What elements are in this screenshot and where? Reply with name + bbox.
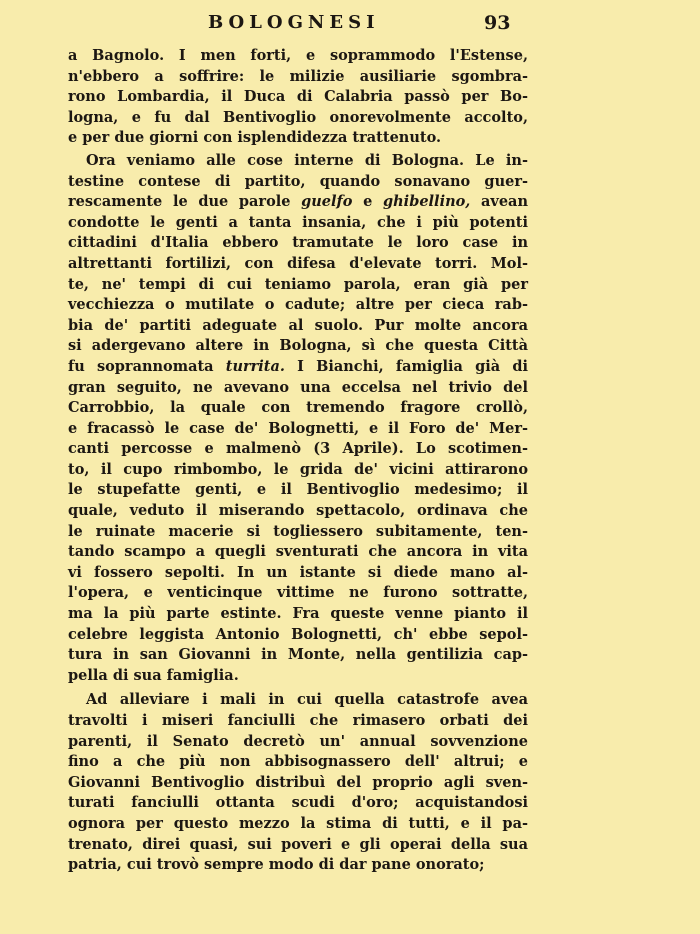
text-line: vecchiezza o mutilate o cadute; altre per cieca rab-	[68, 296, 528, 314]
text-line: testine contese di partito, quando sonavano guer-	[68, 172, 528, 190]
text-line: a Bagnolo. I men forti, e soprammodo l'Estense,	[68, 47, 528, 64]
italic-term: guelfo	[301, 193, 353, 211]
text-line: patria, cui trovò sempre modo di dar pane onorato;	[68, 856, 485, 874]
paragraph	[68, 151, 528, 686]
text-line: vi fossero sepolti. In un istante si diede mano al-	[68, 563, 528, 581]
text-line: pella di sua famiglia.	[68, 666, 239, 684]
text-line: cittadini d'Italia ebbero tramutate le loro case in	[68, 234, 528, 252]
text-line: gran seguito, ne avevano una eccelsa nel trivio del	[68, 378, 528, 396]
text-line: to, il cupo rimbombo, le grida de' vicini attirarono	[68, 460, 528, 478]
text-line: si adergevano altere in Bologna, sì che questa Città	[68, 337, 528, 355]
text-line: n'ebbero a soffrire: le milizie ausiliarie sgombra-	[68, 67, 528, 85]
text-line: te, ne' tempi di cui teniamo parola, eran già per	[68, 275, 528, 293]
text-line: tando scampo a quegli sventurati che ancora in vita	[68, 543, 528, 561]
text-line: altrettanti fortilizi, con difesa d'elevate torri. Mol-	[68, 254, 528, 272]
text-line: l'opera, e venticinque vittime ne furono sottratte,	[68, 584, 528, 602]
text-line: travolti i miseri fanciulli che rimasero orbati dei	[68, 712, 528, 729]
text-line: parenti, il Senato decretò un' annual sovvenzione	[68, 732, 528, 750]
text-line: rono Lombardia, il Duca di Calabria passò per Bo-	[68, 88, 528, 106]
text-line: Carrobbio, la quale con tremendo fragore crollò,	[68, 399, 528, 417]
text-segment: fu soprannomata	[68, 357, 226, 375]
text-segment: e	[352, 193, 383, 211]
body-text	[68, 46, 528, 876]
text-segment: I Bianchi, famiglia già di	[284, 357, 528, 375]
text-line: ognora per questo mezzo la stima di tutti, e il pa-	[68, 814, 528, 832]
italic-term: ghibellino,	[383, 193, 471, 211]
italic-term: turrita.	[225, 357, 285, 375]
text-line: tura in san Giovanni in Monte, nella gentilizia cap-	[68, 646, 528, 664]
running-title: BOLOGNESI	[208, 12, 380, 33]
text-line: e per due giorni con isplendidezza trattenuto.	[68, 129, 442, 147]
text-line: logna, e fu dal Bentivoglio onorevolmente accolto,	[68, 108, 528, 126]
page-number: 93	[484, 12, 511, 34]
text-line: ma la più parte estinte. Fra queste venne pianto il	[68, 605, 528, 623]
text-line: le stupefatte genti, e il Bentivoglio medesimo; il	[68, 481, 528, 499]
text-segment: rescamente le due parole	[68, 193, 302, 211]
text-line	[68, 192, 528, 213]
page-header	[0, 12, 700, 38]
text-line: canti percosse e malmenò (3 Aprile). Lo scotimen-	[68, 440, 528, 458]
text-line: bia de' partiti adeguate al suolo. Pur molte ancora	[68, 316, 528, 334]
text-line: Ora veniamo alle cose interne di Bologna. Le in-	[86, 151, 528, 169]
text-line: fino a che più non abbisognassero dell' altrui; e	[68, 753, 528, 771]
text-line: Ad alleviare i mali in cui quella catastrofe avea	[86, 691, 528, 709]
text-line: trenato, direi quasi, sui poveri e gli operai della sua	[68, 835, 528, 853]
text-line: turati fanciulli ottanta scudi d'oro; acquistandosi	[68, 794, 528, 812]
text-line: quale, veduto il miserando spettacolo, ordinava che	[68, 502, 528, 520]
text-line: e fracassò le case de' Bolognetti, e il Foro de' Mer-	[68, 419, 528, 437]
text-line: condotte le genti a tanta insania, che i più potenti	[68, 213, 528, 231]
text-segment: avean	[470, 193, 528, 211]
text-line: le ruinate macerie si togliessero subitamente, ten-	[68, 522, 528, 540]
paragraph	[68, 690, 528, 875]
text-line	[68, 357, 528, 378]
text-line: Giovanni Bentivoglio distribuì del proprio agli sven-	[68, 773, 528, 791]
text-line: celebre leggista Antonio Bolognetti, ch' ebbe sepol-	[68, 625, 528, 643]
paragraph	[68, 46, 528, 149]
